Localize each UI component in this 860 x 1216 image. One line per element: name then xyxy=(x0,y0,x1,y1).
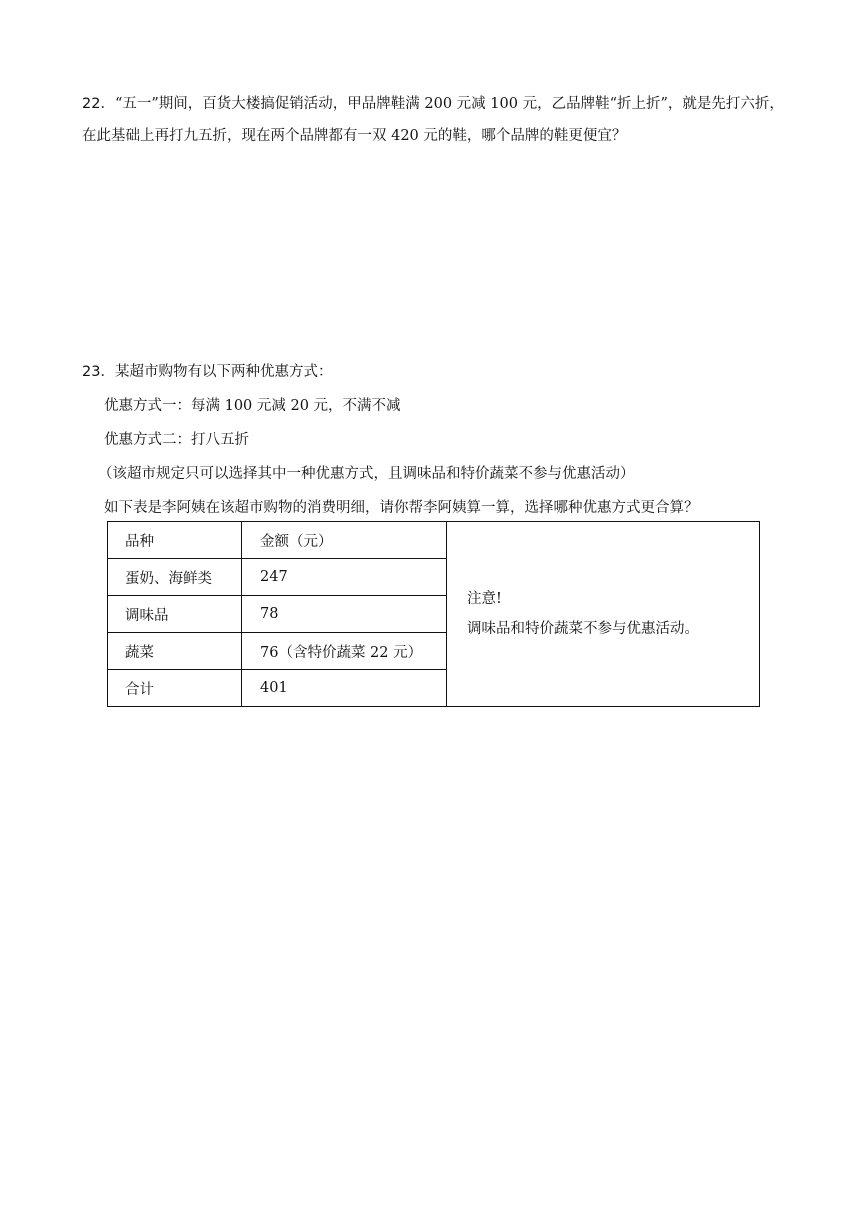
discount-option-1: 优惠方式一：每满 100 元减 20 元，不满不减 xyxy=(104,398,401,414)
note-title: 注意! xyxy=(467,591,502,607)
question-23-prompt: 如下表是李阿姨在该超市购物的消费明细，请你帮李阿姨算一算，选择哪种优惠方式更合算？ xyxy=(104,500,699,516)
question-23-intro: 某超市购物有以下两种优惠方式： xyxy=(114,364,333,380)
question-23 xyxy=(82,355,822,525)
row-category: 蛋奶、海鲜类 xyxy=(108,559,242,596)
row-category: 蔬菜 xyxy=(108,633,242,670)
row-amount: 78 xyxy=(242,596,447,633)
question-22 xyxy=(82,88,822,152)
note-cell xyxy=(447,522,760,707)
question-22-number: 22． xyxy=(82,96,115,112)
header-amount: 金额（元） xyxy=(242,522,447,559)
purchase-detail-table xyxy=(107,521,760,707)
row-amount: 247 xyxy=(242,559,447,596)
question-22-line-2: 在此基础上再打九五折，现在两个品牌都有一双 420 元的鞋，哪个品牌的鞋更便宜？ xyxy=(82,128,627,144)
question-22-text-1: “五一”期间，百货大楼搞促销活动，甲品牌鞋满 200 元减 100 元，乙品牌鞋“折上折”，就是先打六折， xyxy=(114,96,784,112)
row-category: 调味品 xyxy=(108,596,242,633)
header-category: 品种 xyxy=(108,522,242,559)
row-amount: 76（含特价蔬菜 22 元） xyxy=(242,633,447,670)
question-22-line-1 xyxy=(82,88,822,120)
discount-rule: （该超市规定只可以选择其中一种优惠方式，且调味品和特价蔬菜不参与优惠活动） xyxy=(98,466,635,482)
note-text: 调味品和特价蔬菜不参与优惠活动。 xyxy=(467,621,699,637)
total-label: 合计 xyxy=(108,670,242,707)
table-header-row xyxy=(108,522,760,559)
question-23-number: 23． xyxy=(82,364,115,380)
total-amount: 401 xyxy=(242,670,447,707)
discount-option-2: 优惠方式二：打八五折 xyxy=(104,432,249,448)
question-23-intro-line xyxy=(82,355,822,389)
